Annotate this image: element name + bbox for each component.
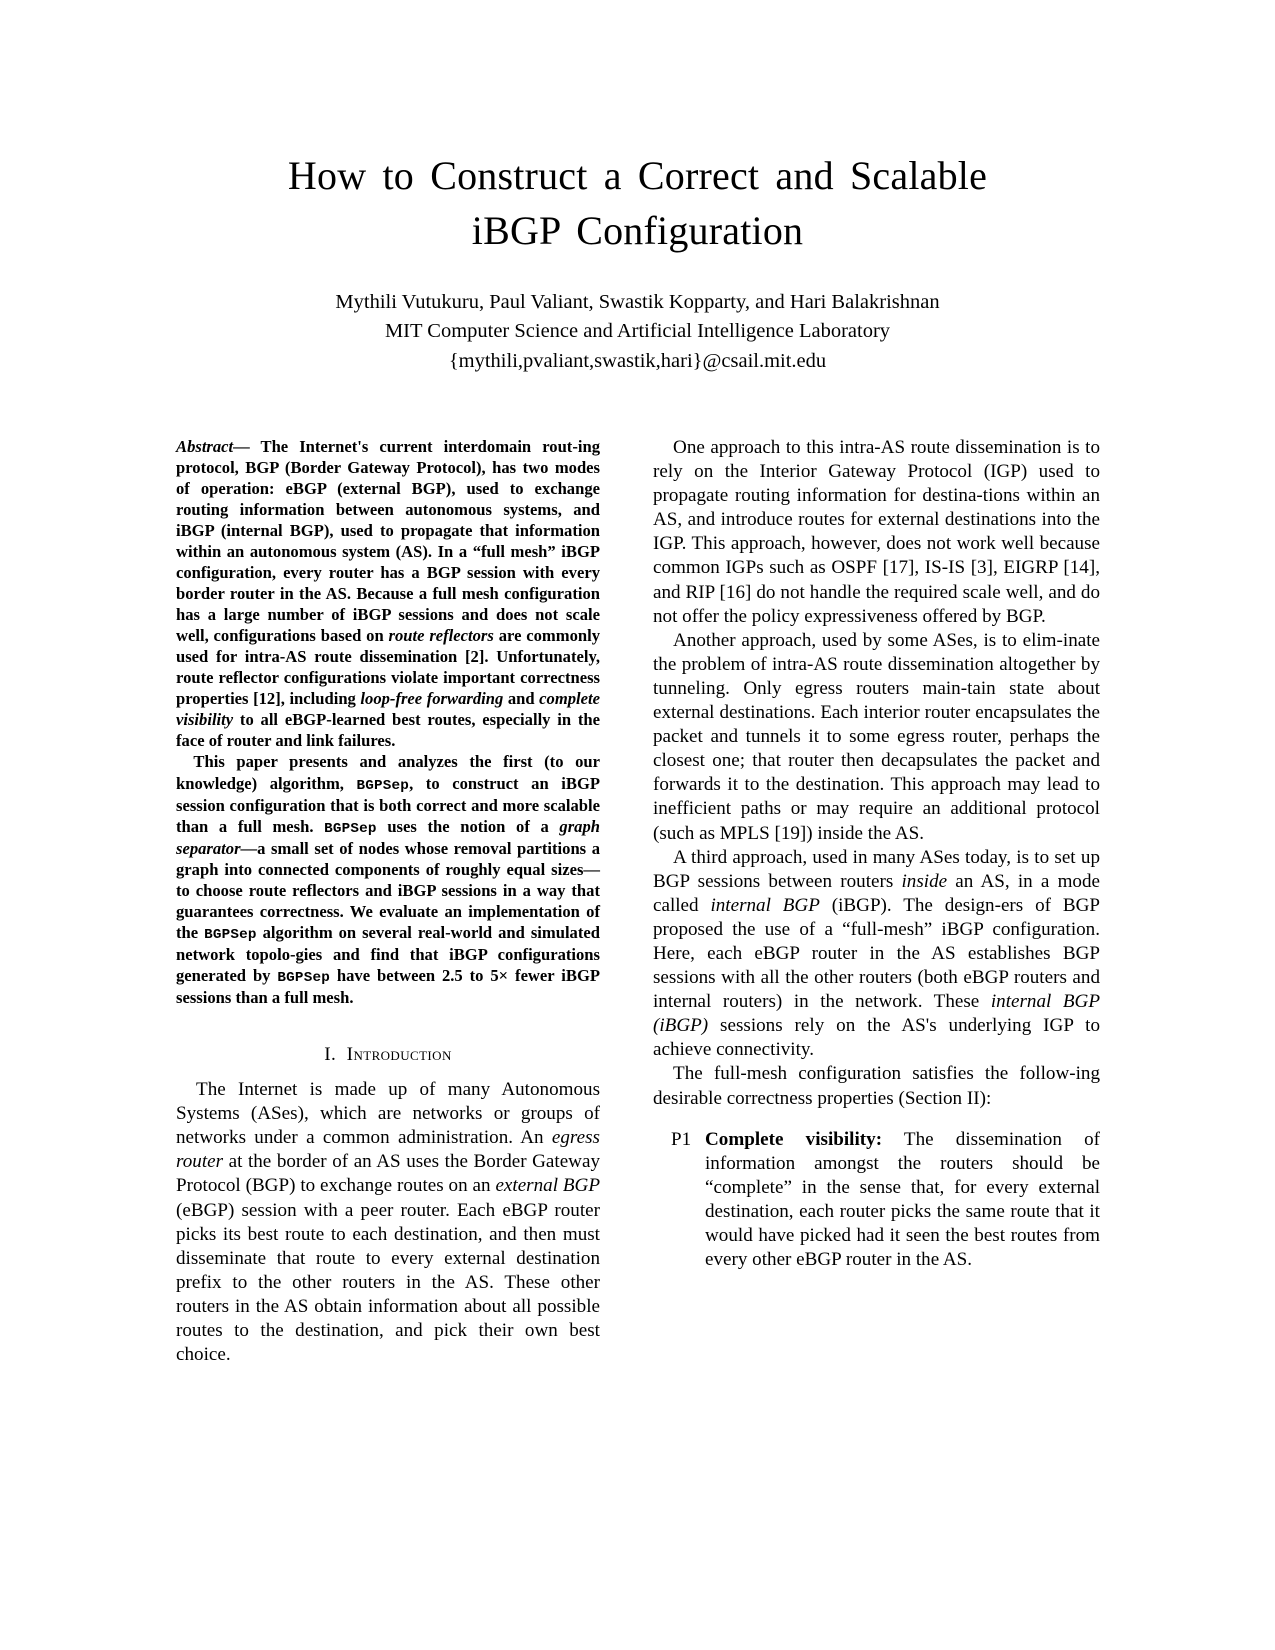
intro-text-a: The Internet is made up of many Autonomous Systems (ASes), which are networks or groups of networks under a common administration. An <box>176 1079 600 1149</box>
right3-text-a: A third approach, used in many ASes today, is to set up BGP sessions between routers <box>653 846 1100 892</box>
right-paragraph-2: Another approach, used by some ASes, is to elim-inate the problem of intra-AS route dissemination altogether by tunneling. Only egress routers main-tain state about external destinations. Each interior router encapsulates the packet and tunnels it to some egress router, perhaps the closest one; that router then decapsulates the packet and forwards it to the destination. This approach may lead to inefficient paths or may require an additional protocol (such as MPLS [19]) inside the AS. <box>653 629 1100 844</box>
email-addresses: {mythili,pvaliant,swastik,hari}@csail.mit.edu <box>448 349 827 372</box>
abstract2-text-f: have between 2.5 to 5× fewer iBGP sessions than a full mesh. <box>176 965 600 1008</box>
section-heading-introduction <box>176 1044 600 1066</box>
abstract-paragraph-2 <box>176 751 600 1008</box>
right3-text-b: an AS, in a mode called <box>653 870 1101 916</box>
abstract-italic-route-reflectors: route reflectors <box>388 626 494 646</box>
property-title-p1: Complete visibility: <box>705 1128 883 1150</box>
two-column-body <box>176 436 1100 1367</box>
title-block <box>0 0 1275 376</box>
abstract-label: Abstract <box>176 437 234 456</box>
right-paragraph-3 <box>653 846 1100 1063</box>
right-italic-internal-bgp: internal BGP <box>710 894 820 916</box>
intro-paragraph-1 <box>176 1078 600 1367</box>
abstract-italic-loop-free: loop-free forwarding <box>360 689 504 709</box>
correctness-property-list <box>653 1128 1100 1273</box>
abstract-italic-graph-separator: graph separator <box>176 816 600 858</box>
right-italic-internal-bgp-ibgp: internal BGP (iBGP) <box>653 991 1100 1037</box>
section-number: I. <box>324 1044 337 1066</box>
abstract-paragraph-1 <box>176 436 600 751</box>
right-column <box>653 436 1100 1367</box>
title-line-1: How to Construct a Correct and Scalable <box>287 153 988 198</box>
algorithm-name-2: BGPSep <box>324 820 377 837</box>
algorithm-name-4: BGPSep <box>277 969 330 986</box>
abstract-italic-complete-visibility: complete visibility <box>176 689 600 730</box>
intro-italic-external-bgp: external BGP <box>495 1175 600 1197</box>
page-title <box>150 148 1125 258</box>
affiliation: MIT Computer Science and Artificial Intelligence Laboratory <box>384 320 891 343</box>
algorithm-name-3: BGPSep <box>204 926 257 943</box>
section-title: Introduction <box>346 1044 452 1066</box>
abstract-text-d: to all eBGP-learned best routes, especially in the face of router and link failures. <box>176 710 600 751</box>
intro-text-c: (eBGP) session with a peer router. Each eBGP router picks its best route to each destination, and then must disseminate that route to every external destination prefix to the other routers in the AS. These other routers in the AS obtain information about all possible routes to the destination, and pick their own best choice. <box>176 1199 600 1366</box>
intro-italic-egress-router: egress router <box>176 1127 600 1173</box>
property-text-p1: The dissemination of information amongst the routers should be “complete” in the sense that, for every external destination, each router picks the same route that it would have picked had it seen the best routes from every other eBGP router in the AS. <box>705 1128 1100 1271</box>
abstract2-text-c: uses the notion of a <box>376 816 560 836</box>
right-italic-inside: inside <box>901 870 948 892</box>
property-label-p1: P1 <box>671 1128 692 1150</box>
right-paragraph-1: One approach to this intra-AS route dissemination is to rely on the Interior Gateway Protocol (IGP) used to propagate routing information for destina-tions within an AS, and introduce routes for external destinations into the IGP. This approach, however, does not work well because common IGPs such as OSPF [17], IS-IS [3], EIGRP [14], and RIP [16] do not handle the required scale well, and do not offer the policy expressiveness offered by BGP. <box>653 437 1100 627</box>
property-body-p1 <box>705 1128 1100 1273</box>
algorithm-name-1: BGPSep <box>356 777 410 794</box>
abstract2-text-b: , to construct an iBGP session configuration that is both correct and more scalable than a full mesh. <box>176 773 600 836</box>
abstract2-text-d: —a small set of nodes whose removal partitions a graph into connected components of roughly equal sizes—to choose route reflectors and iBGP sessions in a way that guarantees correctness. We evaluate an implementation of the <box>176 838 600 942</box>
abstract-dash: — <box>233 437 261 456</box>
abstract-text-a: The Internet's current interdomain rout-ing protocol, BGP (Border Gateway Protocol), has two modes of operation: eBGP (external BGP), used to exchange routing information between autonomous systems, and iBGP (internal BGP), used to propagate that information within an autonomous system (AS). In a “full mesh” iBGP configuration, every router has a BGP session with every border router in the AS. Because a full mesh configuration has a large number of iBGP sessions and does not scale well, configurations based on <box>176 437 600 646</box>
list-item <box>653 1128 1100 1273</box>
author-list: Mythili Vutukuru, Paul Valiant, Swastik Kopparty, and Hari Balakrishnan <box>335 291 940 314</box>
left-column <box>176 436 600 1367</box>
abstract2-text-a: This paper presents and analyzes the first (to our knowledge) algorithm, <box>176 752 600 793</box>
right3-text-c: (iBGP). The design-ers of BGP proposed the use of a “full-mesh” iBGP configuration. Here, each eBGP router in the AS establishes BGP sessions with all the other routers (both eBGP routers and internal routers) in the network. These <box>653 894 1100 1013</box>
title-line-2: iBGP Configuration <box>471 208 804 254</box>
intro-text-b: at the border of an AS uses the Border Gateway Protocol (BGP) to exchange routes on an <box>176 1151 600 1197</box>
right-paragraph-4: The full-mesh configuration satisfies the follow-ing desirable correctness properties (Section II): <box>653 1063 1100 1109</box>
abstract-text-b: are commonly used for intra-AS route dissemination [2]. Unfortunately, route reflector configurations violate important correctness properties [12], including <box>176 626 601 709</box>
abstract2-text-e: algorithm on several real-world and simulated network topolo-gies and find that iBGP configurations generated by <box>176 922 600 985</box>
abstract-text-c: and <box>503 689 540 709</box>
right3-text-d: sessions rely on the AS's underlying IGP to achieve connectivity. <box>653 1015 1100 1061</box>
